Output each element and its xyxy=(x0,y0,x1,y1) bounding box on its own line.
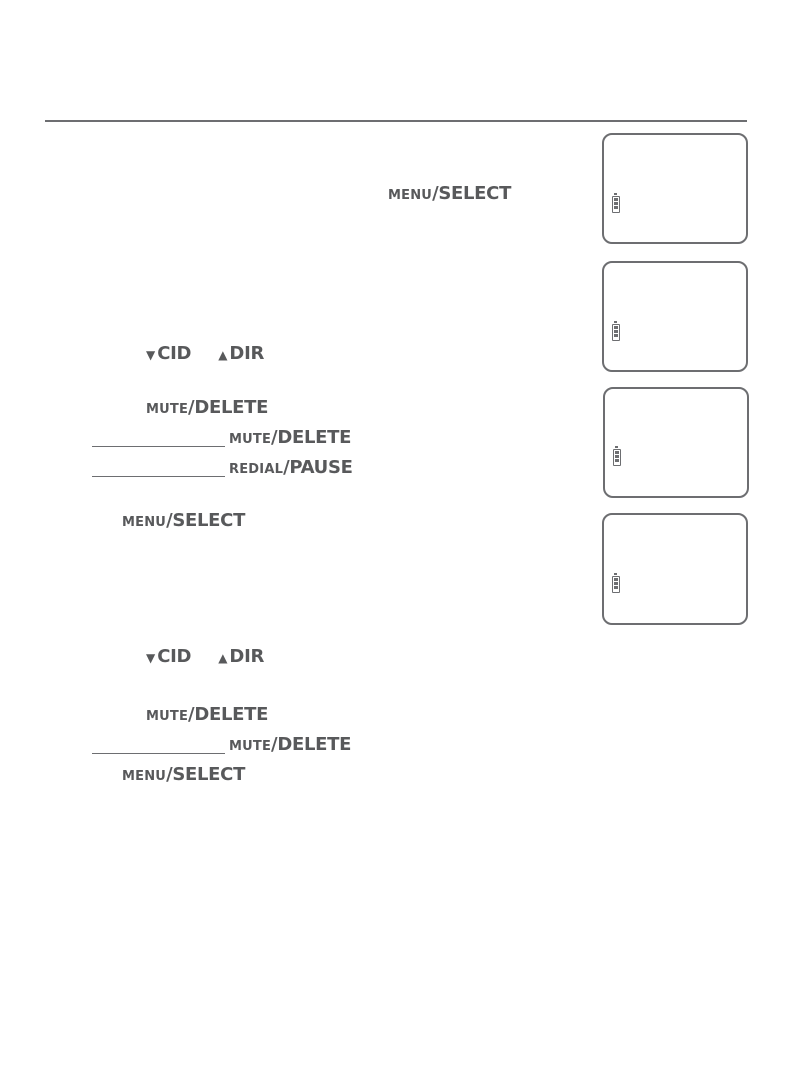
key-small-caps: MUTE xyxy=(146,709,189,724)
down-arrow-icon: ▼ xyxy=(146,651,156,665)
battery-full-icon xyxy=(612,576,620,593)
key-large-text: /DELETE xyxy=(188,397,269,418)
menu-select-key-label xyxy=(122,512,245,530)
key-small-caps: MENU xyxy=(122,769,167,784)
key-small-caps: MENU xyxy=(388,188,433,203)
key-small-caps: REDIAL xyxy=(229,462,284,477)
key-large-text: /PAUSE xyxy=(283,457,353,478)
mute-delete-key-label xyxy=(229,429,351,447)
down-arrow-icon: ▼ xyxy=(146,348,156,362)
handset-screen xyxy=(603,387,749,498)
up-arrow-icon: ▲ xyxy=(218,348,228,362)
key-large-text: /SELECT xyxy=(166,764,246,785)
redial-pause-key-label xyxy=(229,459,353,477)
blank-line xyxy=(92,753,225,754)
key-small-caps: MUTE xyxy=(229,432,272,447)
mute-delete-key-label xyxy=(146,399,268,417)
key-large-text: /SELECT xyxy=(166,510,246,531)
menu-select-key-label xyxy=(122,766,245,784)
battery-full-icon xyxy=(612,324,620,341)
battery-full-icon xyxy=(613,449,621,466)
up-arrow-icon: ▲ xyxy=(218,651,228,665)
mute-delete-key-label xyxy=(146,706,268,724)
key-large-text: /DELETE xyxy=(271,427,352,448)
menu-select-key-label xyxy=(388,185,511,203)
header-rule xyxy=(45,120,747,122)
key-large-text: DIR xyxy=(229,646,265,667)
mute-delete-key-label xyxy=(229,736,351,754)
battery-full-icon xyxy=(612,196,620,213)
key-large-text: DIR xyxy=(229,343,265,364)
key-small-caps: MENU xyxy=(122,515,167,530)
key-large-text: /DELETE xyxy=(271,734,352,755)
blank-line xyxy=(92,476,225,477)
handset-screen xyxy=(602,261,748,372)
key-large-text: /SELECT xyxy=(432,183,512,204)
key-small-caps: MUTE xyxy=(229,739,272,754)
key-large-text: CID xyxy=(157,343,192,364)
key-large-text: /DELETE xyxy=(188,704,269,725)
handset-screen xyxy=(602,133,748,244)
handset-screen xyxy=(602,513,748,625)
key-large-text: CID xyxy=(157,646,192,667)
blank-line xyxy=(92,446,225,447)
key-small-caps: MUTE xyxy=(146,402,189,417)
cid-dir-key-label xyxy=(146,648,264,666)
cid-dir-key-label xyxy=(146,345,264,363)
